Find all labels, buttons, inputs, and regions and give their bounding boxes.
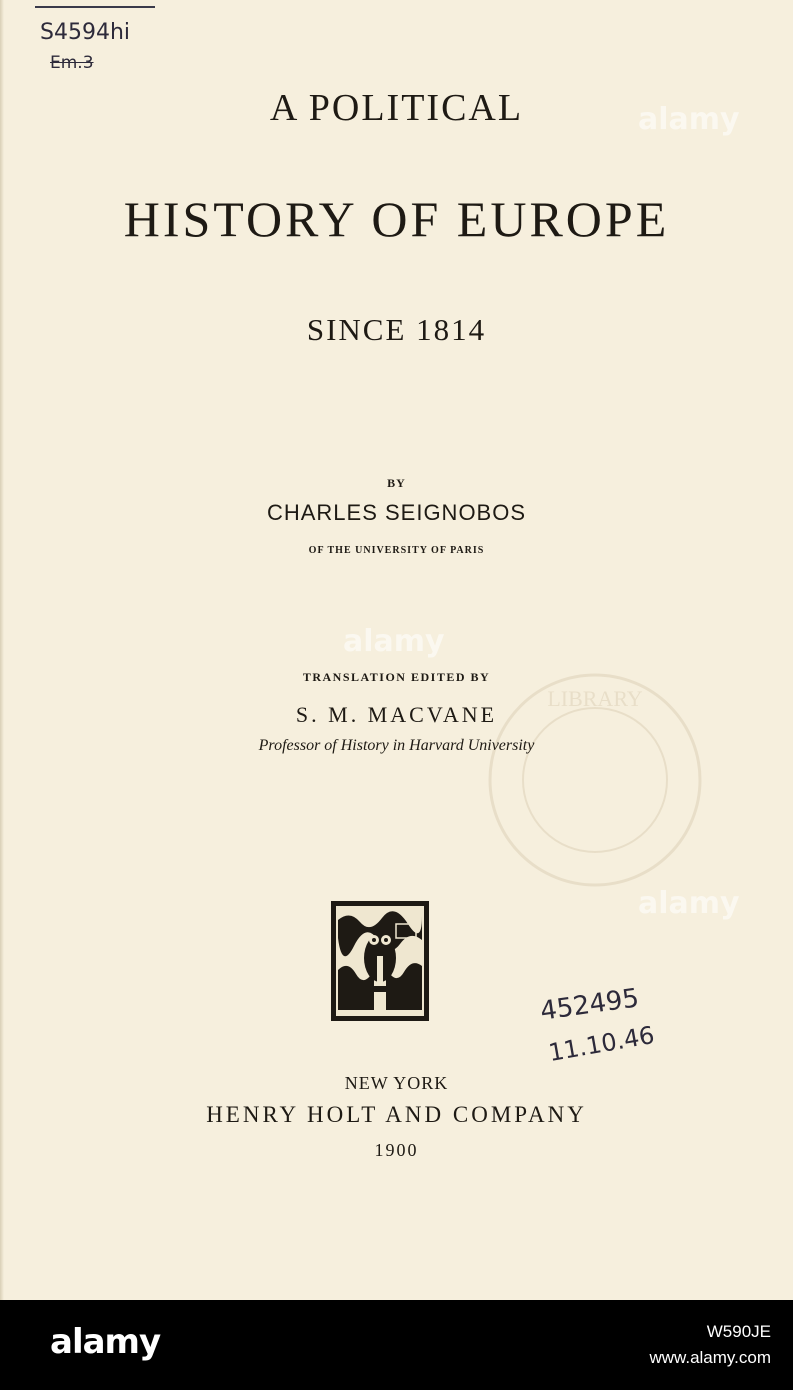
publisher-owl-emblem-icon — [330, 900, 430, 1022]
scratched-out-note — [35, 0, 155, 8]
publisher-city: NEW YORK — [344, 1073, 449, 1093]
watermark: alamy — [638, 102, 740, 137]
library-stamp — [480, 660, 710, 900]
by-label: BY — [387, 476, 406, 490]
alamy-logo: alamy — [50, 1322, 161, 1362]
editor-affiliation: Professor of History in Harvard University — [258, 737, 535, 754]
image-id: W590JE — [706, 1322, 771, 1341]
title-line-1: A POLITICAL — [269, 87, 524, 129]
handwritten-accession-number: 452495 — [538, 983, 641, 1027]
title-line-2: HISTORY OF EUROPE — [123, 191, 670, 247]
translation-label: TRANSLATION EDITED BY — [302, 670, 491, 684]
stock-footer-bar — [0, 1300, 793, 1390]
author-affiliation: OF THE UNIVERSITY OF PARIS — [308, 545, 485, 556]
editor-name: S. M. MACVANE — [295, 702, 498, 727]
watermark: alamy — [638, 886, 740, 921]
publication-year: 1900 — [374, 1140, 419, 1160]
publisher-name: HENRY HOLT AND COMPANY — [206, 1102, 587, 1127]
handwritten-accession-date: 11.10.46 — [546, 1020, 657, 1068]
handwritten-shelf-mark: Em.3 — [50, 53, 94, 73]
handwritten-call-number: S4594hi — [40, 20, 131, 45]
site-url: www.alamy.com — [649, 1348, 771, 1367]
library-stamp-text: LIBRARY — [547, 686, 643, 711]
watermark: alamy — [343, 624, 445, 659]
title-line-3: SINCE 1814 — [306, 312, 487, 347]
author-name: CHARLES SEIGNOBOS — [266, 500, 527, 525]
